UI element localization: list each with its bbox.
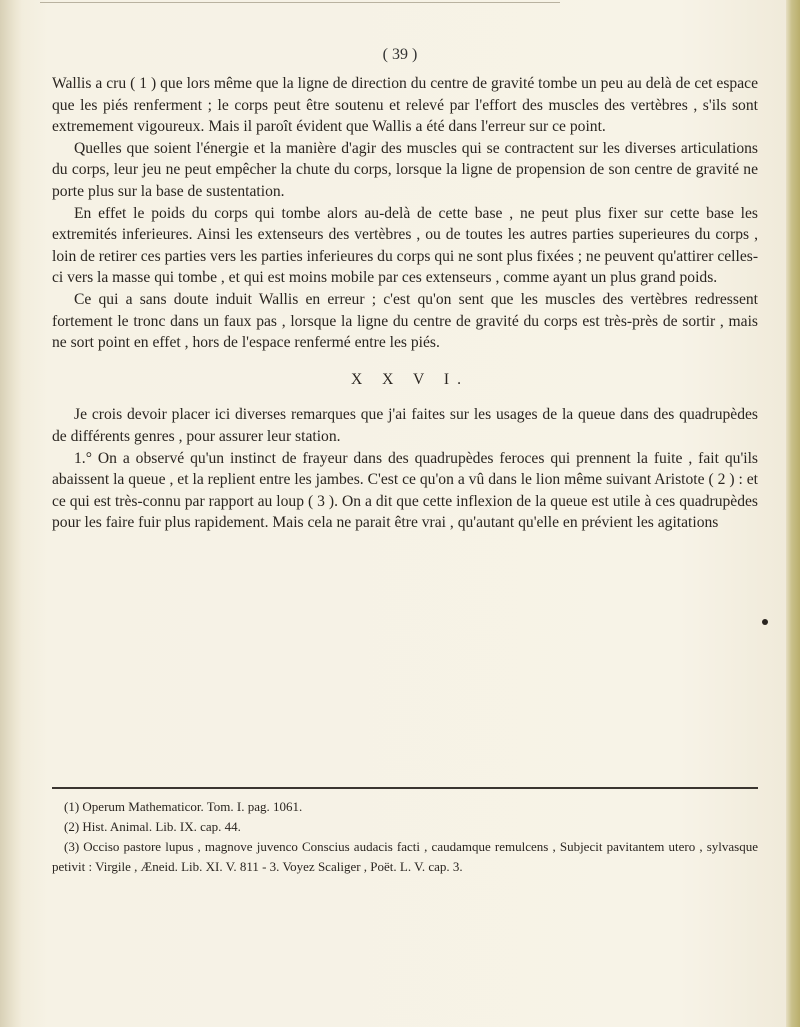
body-text	[52, 73, 758, 534]
footnote: (1) Operum Mathematicor. Tom. I. pag. 1061.	[64, 799, 303, 814]
top-edge-line	[40, 2, 560, 3]
footnote: (3) Occiso pastore lupus , magnove juvenco Conscius audacis facti , caudamque remulcens , Subjecit pavitantem utero , sylvasque petivit : Virgile , Æneid. Lib. XI. V. 811 - 3. Voyez Scaliger , Poët. L. V. cap. 3.	[52, 839, 758, 874]
footnote-rule	[52, 787, 758, 789]
footnote: (2) Hist. Animal. Lib. IX. cap. 44.	[64, 819, 241, 834]
section-heading: X X V I.	[350, 370, 469, 388]
ink-spot	[762, 619, 768, 625]
footnotes	[52, 797, 758, 877]
paragraph: Ce qui a sans doute induit Wallis en erreur ; c'est qu'on sent que les muscles des vertèbres redressent fortement le tronc dans un faux pas , lorsque la ligne du centre de gravité du corps est très-près de sortir , mais ne sort point en effet , hors de l'espace renfermé entre les piés.	[52, 290, 758, 352]
paragraph: En effet le poids du corps qui tombe alors au-delà de cette base , ne peut plus fixer sur cette base les extremités inferieures. Ainsi les extenseurs des vertèbres , ou de toutes les autres parties superieures du corps , loin de retirer ces parties vers les parties inferieures du corps qui ne sont plus fixées ; ne peuvent qu'attirer celles-ci vers la masse qui tombe , et qui est moins mobile par ces extenseurs , comme ayant un plus grand poids.	[52, 204, 759, 287]
paragraph: Quelles que soient l'énergie et la manière d'agir des muscles qui se contractent sur les diverses articulations du corps, leur jeu ne peut empêcher la chute du corps, lorsque la ligne de propension de son centre de gravité ne porte plus sur la base de sustentation.	[52, 139, 758, 200]
binding-shadow	[0, 0, 22, 1027]
paragraph: 1.° On a observé qu'un instinct de frayeur dans des quadrupèdes feroces qui prennent la fuite , fait qu'ils abaissent la queue , et la replient entre les jambes. C'est ce qu'on a vû dans le lion même suivant Aristote ( 2 ) : et ce qui est très-connu par rapport au loup ( 3 ). On a dit que cette inflexion de la queue est utile à ces quadrupèdes pour les faire fuir plus rapidement. Mais cela ne parait être vrai , qu'autant qu'elle en prévient les agitations	[52, 449, 758, 532]
page-number: ( 39 )	[382, 46, 418, 63]
page-edge	[786, 0, 800, 1027]
paragraph: Wallis a cru ( 1 ) que lors même que la ligne de direction du centre de gravité tombe un peu au delà de cet espace que les piés renferment ; le corps peut être soutenu et relevé par l'effort des muscles des vertèbres , s'ils sont extremement vigoureux. Mais il paroît évident que Wallis a été dans l'erreur sur ce point.	[52, 75, 758, 136]
paragraph: Je crois devoir placer ici diverses remarques que j'ai faites sur les usages de la queue dans des quadrupèdes de différents genres , pour assurer leur station.	[52, 406, 758, 445]
